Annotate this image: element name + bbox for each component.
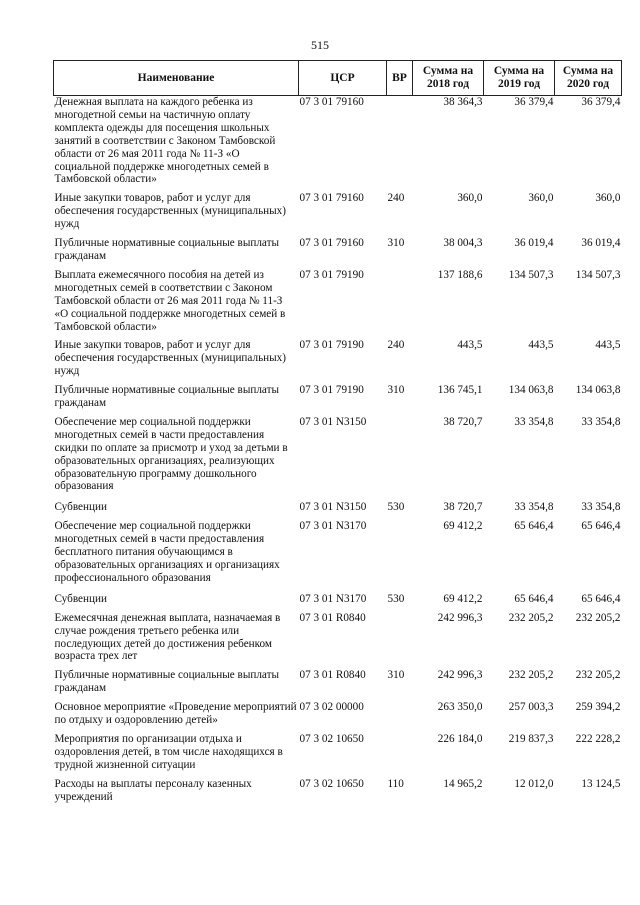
row-name: Основное мероприятие «Проведение мероприятий по отдыху и оздоровлению детей» xyxy=(54,701,297,727)
row-name: Мероприятия по организации отдыха и оздоровления детей, в том числе находящихся в трудной жизненной ситуации xyxy=(54,732,283,771)
row-sum-2019: 443,5 xyxy=(528,339,554,352)
table-row xyxy=(54,501,622,520)
row-csr-code: 07 3 01 N3170 xyxy=(299,592,367,605)
row-vr-code: 240 xyxy=(387,192,405,205)
row-sum-2020: 33 354,8 xyxy=(581,501,621,514)
row-sum-2019: 36 019,4 xyxy=(514,237,554,250)
header-sum-2020: Сумма на 2020 год xyxy=(555,61,622,96)
row-csr-code: 07 3 01 N3150 xyxy=(299,501,367,514)
row-sum-2020: 65 646,4 xyxy=(581,520,621,533)
row-sum-2019: 360,0 xyxy=(528,192,554,205)
row-name: Обеспечение мер социальной поддержки многодетных семей в части предоставления скидки по оплате за присмотр и уход за детьми в образовательных организациях, реализующих образовательную программу дошкольного образования xyxy=(54,415,288,493)
row-csr-code: 07 3 01 79160 xyxy=(299,192,364,205)
row-csr-code: 07 3 01 N3150 xyxy=(299,415,367,428)
row-sum-2020: 33 354,8 xyxy=(581,415,621,428)
row-csr-code: 07 3 02 10650 xyxy=(299,777,364,790)
row-name: Субвенции xyxy=(54,592,107,605)
row-csr-code: 07 3 02 00000 xyxy=(299,701,364,714)
row-name: Публичные нормативные социальные выплаты гражданам xyxy=(54,237,280,262)
row-vr-code xyxy=(387,416,413,501)
row-name: Иные закупки товаров, работ и услуг для обеспечения государственных (муниципальных) нужд xyxy=(54,339,286,378)
row-vr-code: 530 xyxy=(387,592,405,605)
row-name: Публичные нормативные социальные выплаты гражданам xyxy=(54,669,280,695)
row-csr-code: 07 3 01 R0840 xyxy=(299,611,366,624)
row-sum-2018: 137 188,6 xyxy=(437,268,483,281)
row-name: Обеспечение мер социальной поддержки многодетных семей в части предоставления бесплатного питания обучающимся в образовательных организациях и организациях профессионального образования xyxy=(54,520,280,584)
row-sum-2018: 38 720,7 xyxy=(443,501,483,514)
row-name: Иные закупки товаров, работ и услуг для обеспечения государственных (муниципальных) нужд xyxy=(54,192,286,231)
row-sum-2019: 134 507,3 xyxy=(508,268,554,281)
row-sum-2018: 443,5 xyxy=(457,339,483,352)
row-name: Выплата ежемесячного пособия на детей из многодетных семей в соответствии с Законом Тамбовской области от 26 мая 2011 года № 11-З «О социальной поддержке многодетных семей в Тамбовской области» xyxy=(54,268,286,333)
row-sum-2018: 263 350,0 xyxy=(437,701,483,714)
row-sum-2018: 38 720,7 xyxy=(443,415,483,428)
table-row xyxy=(54,269,622,340)
row-vr-code xyxy=(387,520,413,593)
row-vr-code: 110 xyxy=(387,777,404,790)
row-sum-2020: 259 394,2 xyxy=(575,701,621,714)
table-row xyxy=(54,520,622,593)
row-sum-2019: 12 012,0 xyxy=(514,777,554,790)
row-csr-code: 07 3 01 79190 xyxy=(299,384,364,397)
row-sum-2019: 134 063,8 xyxy=(508,384,554,397)
row-name: Субвенции xyxy=(54,501,107,514)
table-row xyxy=(54,778,622,804)
row-sum-2018: 360,0 xyxy=(457,192,483,205)
row-sum-2018: 69 412,2 xyxy=(443,592,483,605)
row-vr-code: 310 xyxy=(387,384,405,397)
row-sum-2018: 136 745,1 xyxy=(437,384,483,397)
table-row xyxy=(54,384,622,416)
header-sum-2018: Сумма на 2018 год xyxy=(413,61,484,96)
row-sum-2020: 232 205,2 xyxy=(575,611,621,624)
table-row xyxy=(54,593,622,612)
row-sum-2018: 38 004,3 xyxy=(443,237,483,250)
header-name: Наименование xyxy=(54,61,299,96)
table-row xyxy=(54,96,622,193)
row-vr-code xyxy=(387,612,413,670)
table-row xyxy=(54,701,622,733)
row-csr-code: 07 3 01 R0840 xyxy=(299,669,366,682)
header-vr: ВР xyxy=(387,61,413,96)
row-vr-code: 310 xyxy=(387,237,405,250)
header-sum-2019: Сумма на 2019 год xyxy=(484,61,555,96)
row-sum-2020: 134 507,3 xyxy=(575,268,621,281)
row-csr-code: 07 3 01 79160 xyxy=(299,237,364,250)
row-sum-2020: 443,5 xyxy=(595,339,621,352)
table-row xyxy=(54,612,622,670)
row-sum-2018: 69 412,2 xyxy=(443,520,483,533)
row-sum-2018: 14 965,2 xyxy=(443,777,483,790)
row-sum-2020: 360,0 xyxy=(595,192,621,205)
row-vr-code: 530 xyxy=(387,501,405,514)
row-vr-code xyxy=(387,733,413,778)
row-csr-code: 07 3 01 79190 xyxy=(299,339,364,352)
row-sum-2019: 257 003,3 xyxy=(508,701,554,714)
row-csr-code: 07 3 01 79160 xyxy=(299,96,364,108)
row-sum-2019: 36 379,4 xyxy=(514,96,554,108)
row-sum-2018: 242 996,3 xyxy=(437,611,483,624)
row-sum-2018: 242 996,3 xyxy=(437,669,483,682)
header-csr: ЦСР xyxy=(299,61,387,96)
table-row xyxy=(54,669,622,701)
row-sum-2020: 232 205,2 xyxy=(575,669,621,682)
table-row xyxy=(54,416,622,501)
row-csr-code: 07 3 01 79190 xyxy=(299,268,364,281)
row-vr-code xyxy=(387,701,413,733)
row-sum-2020: 36 019,4 xyxy=(581,237,621,250)
row-csr-code: 07 3 02 10650 xyxy=(299,732,364,745)
table-header-row xyxy=(54,61,622,96)
row-sum-2020: 36 379,4 xyxy=(581,96,621,108)
budget-table xyxy=(53,60,622,804)
page-number: 515 xyxy=(311,38,329,52)
table-row xyxy=(54,237,622,269)
row-sum-2020: 222 228,2 xyxy=(575,732,621,745)
row-vr-code xyxy=(387,269,413,340)
row-sum-2019: 33 354,8 xyxy=(514,501,554,514)
row-name: Расходы на выплаты персоналу казенных учреждений xyxy=(54,777,252,803)
row-sum-2019: 65 646,4 xyxy=(514,520,554,533)
row-sum-2019: 219 837,3 xyxy=(508,732,554,745)
row-sum-2019: 33 354,8 xyxy=(514,415,554,428)
row-sum-2019: 65 646,4 xyxy=(514,592,554,605)
row-csr-code: 07 3 01 N3170 xyxy=(299,520,367,533)
row-sum-2020: 134 063,8 xyxy=(575,384,621,397)
row-vr-code: 240 xyxy=(387,339,405,352)
row-vr-code xyxy=(387,96,413,193)
row-sum-2019: 232 205,2 xyxy=(508,669,554,682)
table-row xyxy=(54,192,622,237)
row-sum-2018: 38 364,3 xyxy=(443,96,483,108)
row-sum-2019: 232 205,2 xyxy=(508,611,554,624)
row-sum-2020: 65 646,4 xyxy=(581,592,621,605)
row-vr-code: 310 xyxy=(387,669,405,682)
row-name: Ежемесячная денежная выплата, назначаемая в случае рождения третьего ребенка или последующих детей до достижения ребенком возраста трех лет xyxy=(54,611,281,663)
table-row xyxy=(54,339,622,384)
row-sum-2018: 226 184,0 xyxy=(437,732,483,745)
row-name: Денежная выплата на каждого ребенка из многодетной семьи на частичную оплату комплекта одежды для посещения школьных занятий в соответствии с Законом Тамбовской области от 26 мая 2011 года № 11-З «О социальной поддержке многодетных семей в Тамбовской области» xyxy=(54,96,276,186)
row-sum-2020: 13 124,5 xyxy=(581,777,621,790)
row-name: Публичные нормативные социальные выплаты гражданам xyxy=(54,384,280,410)
table-row xyxy=(54,733,622,778)
